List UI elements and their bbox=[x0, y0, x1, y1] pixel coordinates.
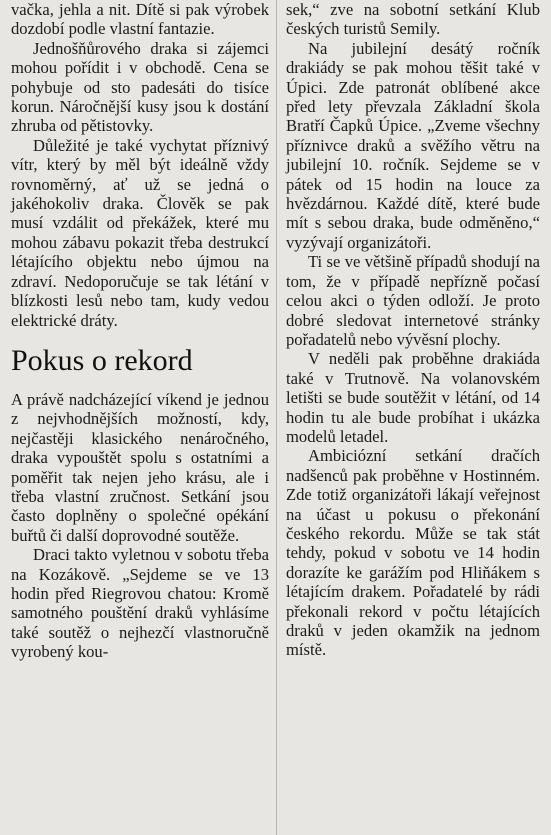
left-paragraph-4: A právě nadcházející víkend je jednou z nejvhodnějších možností, kdy, nejčastěji klasického nenáročného, draka vypouštět spolu s ostatními a poměřit tak nejen jeho krásu, ale i třeba vlastní zručnost. Setkání jsou často doplněny o společné opékání buřtů či další doprovodné soutěže. bbox=[11, 389, 269, 545]
right-paragraph-2: Na jubilejní desátý ročník drakiády se pak mohou těšit také v Úpici. Zde patronát oblíbené akce před lety převzala Základní škola Bratří Čapků Úpice. „Zveme všechny příznivce draků a svěžího větru na jubilejní 10. ročník. Sejdeme se v pátek od 15 hodin na louce za hvězdárnou. Každé dítě, které bude mít s sebou draka, bude odměněno,“ vyzývají organizátoři. bbox=[286, 38, 540, 252]
right-paragraph-1: sek,“ zve na sobotní setkání Klub českých turistů Semily. bbox=[286, 0, 540, 39]
column-divider bbox=[276, 0, 277, 835]
right-paragraph-4: V neděli pak proběhne drakiáda také v Trutnově. Na volanovském letišti se bude soutěžit v létání, od 14 hodin tu ale bude probíhat i ukázka modelů letadel. bbox=[286, 349, 540, 446]
section-heading: Pokus o rekord bbox=[11, 343, 193, 377]
left-column bbox=[11, 0, 269, 662]
left-paragraph-5: Draci takto vyletnou v sobotu třeba na Kozákově. „Sejdeme se ve 13 hodin před Riegrovou chatou: Kromě samotného pouštění draků vyhlásíme také soutěž o nejhezčí vlastnoručně vyrobený kou- bbox=[11, 545, 269, 662]
left-paragraph-1: vačka, jehla a nit. Dítě si pak výrobek dozdobí podle vlastní fantazie. bbox=[11, 0, 269, 39]
left-paragraph-2: Jednošňůrového draka si zájemci mohou pořídit i v obchodě. Cena se pohybuje od sto padesáti do tisíce korun. Náročnější kusy jsou k dostání zhruba od pětistovky. bbox=[11, 38, 269, 136]
right-column bbox=[286, 0, 540, 660]
left-paragraph-3: Důležité je také vychytat příznivý vítr, který by měl být ideálně vždy rovnoměrný, ať už se jedná o jakéhokoliv draka. Člověk se pak musí vzdálit od překážek, které mu mohou zábavu pokazit třeba destrukcí létajícího objektu nebo újmou na zdraví. Nedoporučuje se tak létání v blízkosti lesů nebo tam, kudy vedou elektrické dráty. bbox=[11, 135, 269, 330]
right-paragraph-5: Ambiciózní setkání dračích nadšenců pak proběhne v Hostinném. Zde totiž organizátoři lákají veřejnost na účast u pokusu o překonání českého rekordu. Může se tak stát tehdy, pokud v sobotu ve 14 hodin dorazíte ke garážím pod Hliňákem s létajícím drakem. Pořadatelé by rádi překonali rekord v počtu létajících draků v jeden okamžik na jednom místě. bbox=[286, 446, 540, 660]
right-paragraph-3: Ti se ve většině případů shodují na tom, že v případě nepřízně počasí celou akci o týden odloží. Je proto dobré sledovat internetové stránky pořadatelů nebo vývěsní plochy. bbox=[286, 252, 540, 349]
